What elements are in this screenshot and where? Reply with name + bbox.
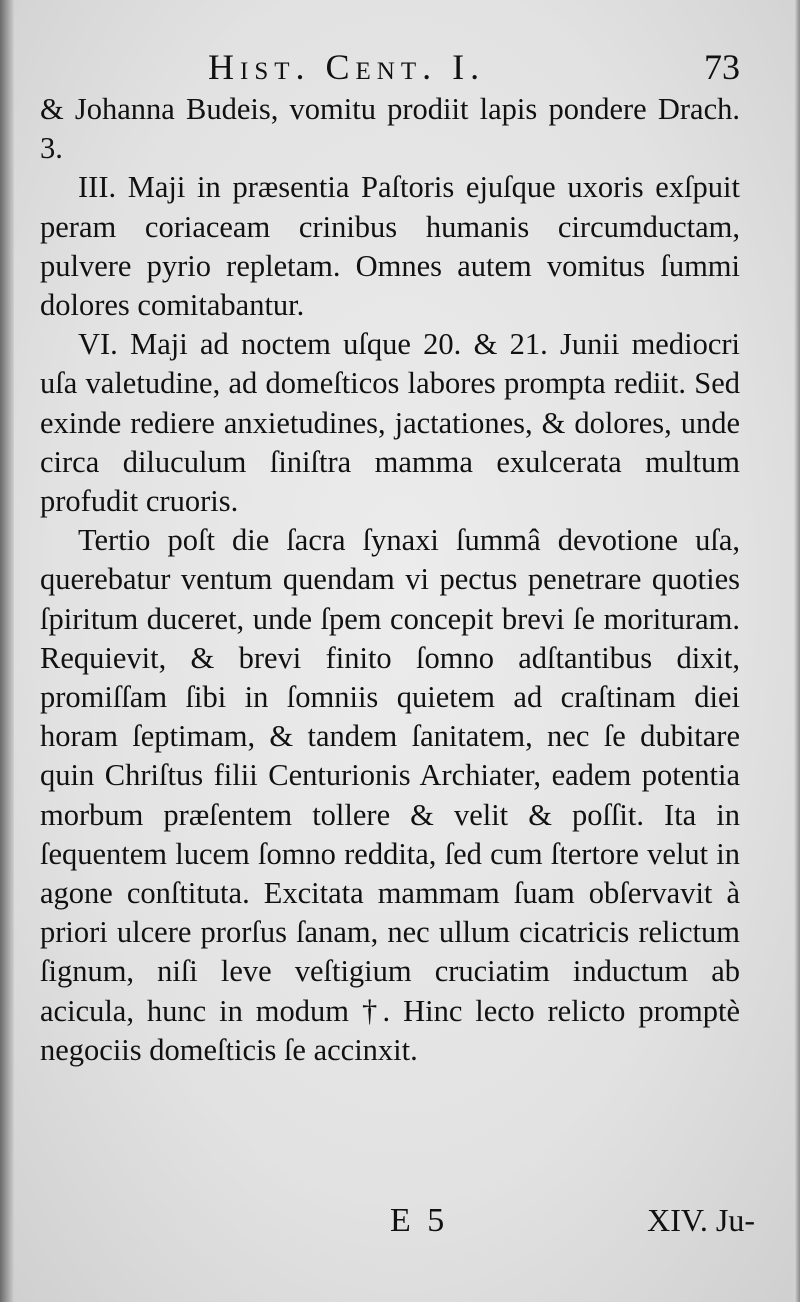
paragraph-1: & Johanna Budeis, vomitu prodiit lapis pondere Drach. 3.: [40, 92, 740, 166]
page-number: 73: [704, 47, 740, 87]
paragraph-2: III. Maji in præsentia Paſtoris ejuſque uxoris exſpuit peram coriaceam crinibus humanis circumductam, pulvere pyrio repletam. Omnes autem vomitus ſummi dolores comitabantur.: [40, 170, 740, 323]
page-header: [40, 46, 740, 96]
catchword: XIV. Ju-: [647, 1202, 755, 1238]
signature-mark: E 5: [390, 1202, 449, 1239]
page-edge-shadow-right: [794, 0, 800, 1302]
running-head: Hist. Cent. I.: [208, 47, 486, 87]
paragraph-4: Tertio poſt die ſacra ſynaxi ſummâ devotione uſa, querebatur ventum quendam vi pectus penetrare quoties ſpiritum duceret, unde ſpem concepit brevi ſe morituram. Requievit, & brevi finito ſomno adſtantibus dixit, promiſſam ſibi in ſomniis quietem ad craſtinam diei horam ſeptimam, & tandem ſanitatem, nec ſe dubitare quin Chriſtus filii Centurionis Archiater, eadem potentia morbum præſentem tollere & velit & poſſit. Ita in ſequentem lucem ſomno reddita, ſed cum ſtertore velut in agone conſtituta. Excitata mammam ſuam obſervavit à priori ulcere prorſus ſanam, nec ullum cicatricis relictum ſignum, niſi leve veſtigium cruciatim inductum ab acicula, hunc in modum †. Hinc lecto relicto promptè negociis domeſticis ſe accinxit.: [40, 523, 740, 1067]
page-edge-shadow-left: [0, 0, 14, 1302]
paragraph-3: VI. Maji ad noctem uſque 20. & 21. Junii mediocri uſa valetudine, ad domeſticos labores prompta rediit. Sed exinde rediere anxietudines, jactationes, & dolores, unde circa diluculum ſiniſtra mamma exulcerata multum profudit cruoris.: [40, 327, 740, 519]
page-footer: [40, 1202, 755, 1252]
body-text: [40, 90, 740, 1070]
